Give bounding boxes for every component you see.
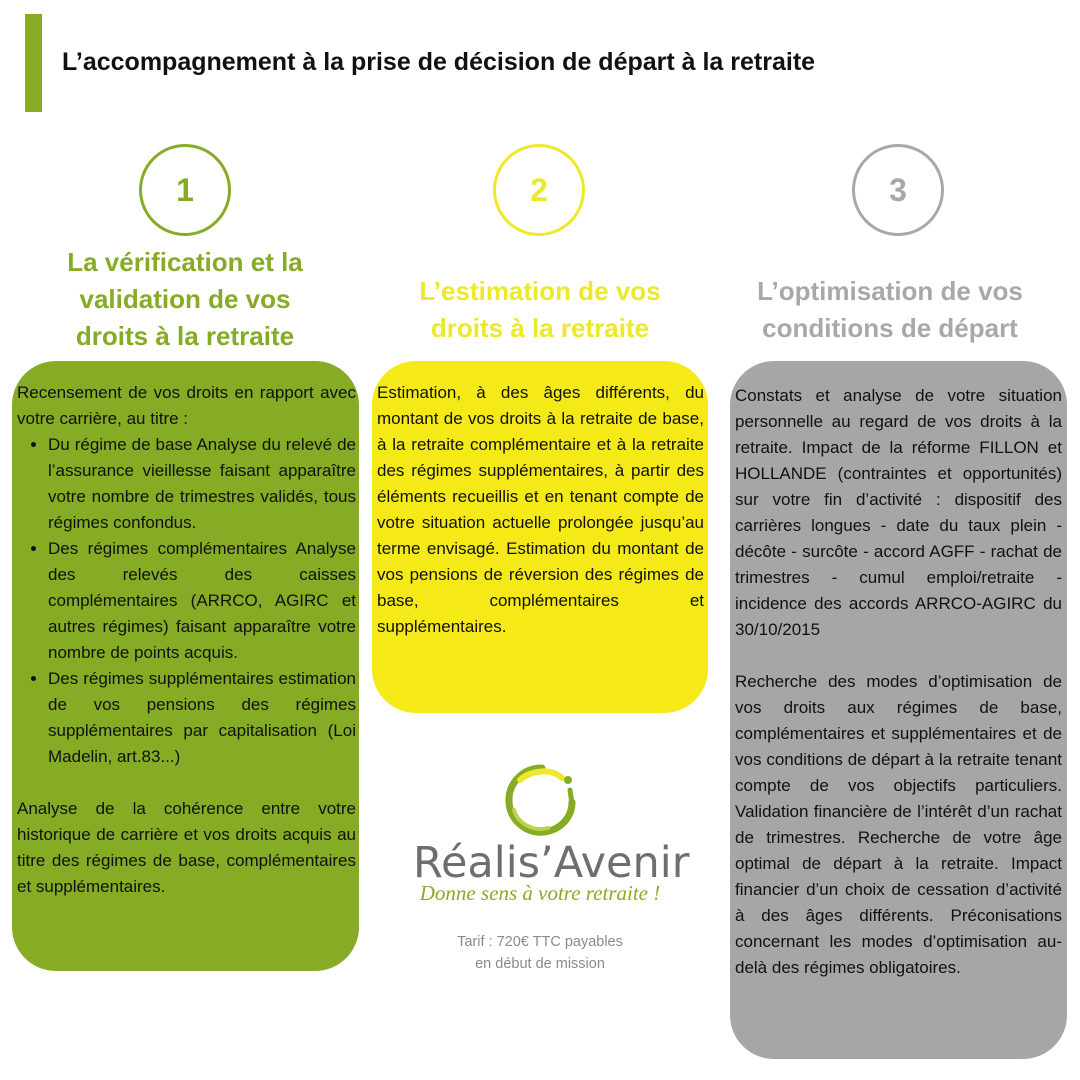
step-1-number-circle: 1	[139, 144, 231, 236]
list-item: • Des régimes supplémentaires estimation de vos pensions des régimes supplémentaires par capitalisation (Loi Madelin, art.83...)	[48, 666, 356, 770]
step-3-number-circle: 3	[852, 144, 944, 236]
step-1-bullet-list	[17, 432, 356, 770]
step-1-heading	[20, 244, 350, 355]
price-line: Tarif : 720€ TTC payables	[457, 934, 623, 950]
step-2-body: Estimation, à des âges différents, du montant de vos droits à la retraite de base, à la retraite complémentaire et à la retraite des régimes supplémentaires, à partir des éléments recueillis et en tenant compte de votre situation actuelle prolongée jusqu’au terme envisagé. Estimation du montant de vos pensions de réversion des régimes de base, complémentaires et supplémentaires.	[377, 383, 704, 636]
step-3-text	[735, 383, 1062, 981]
list-item: • Des régimes complémentaires Analyse des relevés des caisses complémentaires (ARRCO, AGIRC et autres régimes) faisant apparaître votre nombre de points acquis.	[48, 536, 356, 666]
step-1-text	[17, 380, 356, 900]
step-2-heading-line: droits à la retraite	[430, 313, 650, 343]
step-2-heading-line: L’estimation de vos	[419, 276, 661, 306]
step-3-heading-line: L’optimisation de vos	[757, 276, 1023, 306]
step-3-paragraph-1: Constats et analyse de votre situation personnelle au regard de vos droits à la retraite. Impact de la réforme FILLON et HOLLANDE (contraintes et opportunités) sur votre fin d’activité : dispositif des carrières longues - date du taux plein - décôte - surcôte - accord AGFF - rachat de trimestres - cumul emploi/retraite - incidence des accords ARRCO-AGIRC du 30/10/2015	[735, 386, 1062, 639]
step-1-heading-line: La vérification et la	[67, 247, 303, 277]
price-line: en début de mission	[475, 956, 605, 972]
price-note	[420, 931, 660, 975]
step-2-heading	[385, 273, 695, 347]
title-accent-bar	[25, 14, 42, 112]
step-1-heading-line: droits à la retraite	[75, 321, 295, 351]
brand-name: Réalis’Avenir	[413, 838, 690, 888]
step-3-heading-line: conditions de départ	[762, 313, 1018, 343]
step-1-heading-line: validation de vos	[79, 284, 291, 314]
step-2-number-circle: 2	[493, 144, 585, 236]
ring-swirl-logo-icon	[500, 760, 585, 840]
step-1-outro: Analyse de la cohérence entre votre historique de carrière et vos droits acquis au titre des régimes de base, complémentaires et supplémentaires.	[17, 799, 356, 896]
step-3-paragraph-2: Recherche des modes d’optimisation de vos droits aux régimes de base, complémentaires et supplémentaires et de vos conditions de départ à la retraite tenant compte de vos objectifs particuliers. Validation financière de l’intérêt d’un rachat de trimestres. Recherche de votre âge optimal de départ à la retraite. Impact financier d’un choix de cessation d’activité à des âges différents. Préconisations concernant les modes d’optimisation au-delà des régimes obligatoires.	[735, 672, 1062, 977]
page-title: L’accompagnement à la prise de décision de départ à la retraite	[62, 48, 816, 76]
step-2-text	[377, 380, 704, 640]
brand-slogan: Donne sens à votre retraite !	[419, 881, 661, 905]
step-3-heading	[735, 273, 1045, 347]
step-1-intro: Recensement de vos droits en rapport avec votre carrière, au titre :	[17, 383, 356, 428]
list-item: • Du régime de base Analyse du relevé de l’assurance vieillesse faisant apparaître votre nombre de trimestres validés, tous régimes confondus.	[48, 432, 356, 536]
